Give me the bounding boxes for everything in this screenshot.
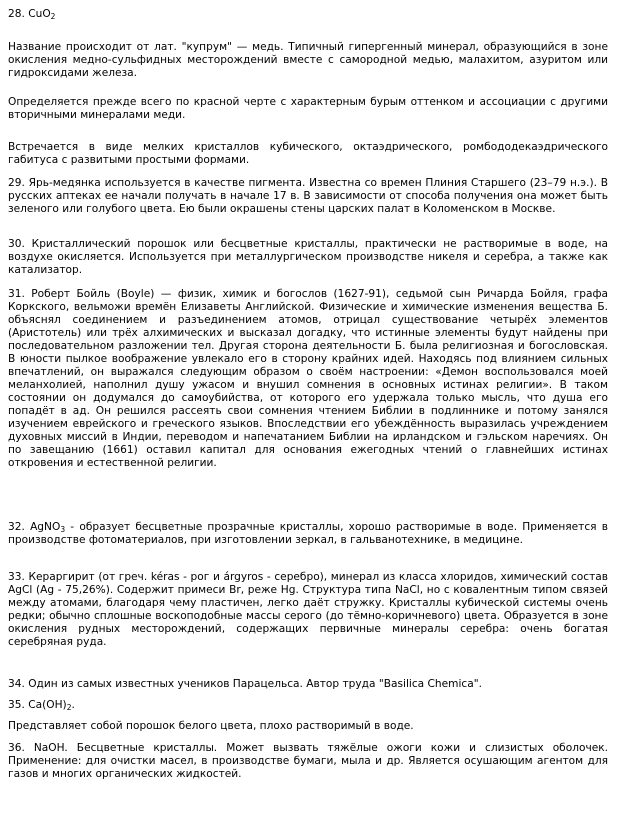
item-32-paragraph: 32. AgNO$_3$ - образует бесцветные прозрачные кристаллы, хорошо растворимые в воде. Применяется в производстве фотоматериалов, при изготовлении зеркал, в гальванотехнике, в медицине.: [8, 521, 609, 546]
item-28-identification-paragraph: Определяется прежде всего по красной черте с характерным бурым оттенком и ассоциации с другими вторичными минералами меди.: [8, 96, 608, 121]
item-34-paragraph: 34. Один из самых известных учеников Парацельса. Автор труда "Basilica Chemica".: [8, 678, 482, 690]
item-36-paragraph: 36. NaOH. Бесцветные кристаллы. Может вызвать тяжёлые ожоги кожи и слизистых оболочек. Применение: для очистки масел, в производстве бумаги, мыла и др. Является осушающим агентом для газов и многих органических жидкостей.: [8, 742, 608, 780]
item-35-formula: 35. $Ca(OH)_2$.: [8, 699, 75, 712]
item-31-paragraph: 31. Роберт Бойль (Boyle) — физик, химик и богослов (1627-91), седьмой сын Ричарда Бойля, графа Коркского, вельможи времён Елизаветы Английской. Физические и химические изменения вещества Б. объяснял соединением и разъединением атомов, отрицал существование четырёх элементов (Аристотель) или трёх алхимических и высказал догадку, что истинные элементы будут найдены при последовательном разложении тел. Другая сторона деятельности Б. была религиозная и богословская. В юности пылкое воображение увлекало его в сторону крайних идей. Находясь под влиянием сильных впечатлений, он выражался следующим образом о своём настроении: «Демон воспользовался моей меланхолией, наполнил душу ужасом и внушил сомнения в основных истинах религии». В таком состоянии он додумался до самоубийства, от которого его удержала только мысль, что душа его попадёт в ад. Он решился рассеять свои сомнения чтением Библии в подлиннике и потому занялся изучением еврейского и греческого языков. Впоследствии его убеждённость выразилась учреждением духовных миссий в Индии, переводом и напечатанием Библии на ирландском и гэльском наречиях. Он по завещанию (1661) оставил капитал для основания ежегодных чтений о главнейших истинах откровения и естественной религии.: [8, 288, 608, 469]
item-28-occurrence-paragraph: Встречается в виде мелких кристаллов кубического, октаэдрического, ромбододекаэдрического габитуса с развитыми простыми формами.: [8, 141, 608, 166]
item-33-paragraph: 33. Кераргирит (от греч. kéras - рог и árgyros - серебро), минерал из класса хлоридов, химический состав AgCl (Ag - 75,26%). Содержит примеси Br, реже Hg. Структура типа NaCl, но с ковалентным типом связей между атомами, благодаря чему пластичен, легко даёт стружку. Кристаллы кубической системы очень редки; обычно сплошные воскоподобные массы серого (до тёмно-коричневого) цвета. Образуется в зоне окисления рудных месторождений, содержащих первичные минералы серебра: очень богатая серебряная руда.: [8, 571, 608, 648]
item-28-formula: 28. CuO$_2$: [8, 8, 56, 21]
item-30-paragraph: 30. Кристаллический порошок или бесцветные кристаллы, практически не растворимые в воде, на воздухе окисляется. Используется при металлургическом производстве никеля и серебра, а также как катализатор.: [8, 238, 608, 276]
item-28-origin-paragraph: Название происходит от лат. "купрум" — медь. Типичный гипергенный минерал, образующийся в зоне окисления медно-сульфидных месторождений вместе с самородной медью, малахитом, азуритом или гидроксидами железа.: [8, 41, 608, 79]
item-29-paragraph: 29. Ярь-медянка используется в качестве пигмента. Известна со времен Плиния Старшего (23–79 н.э.). В русских аптеках ее начали получать в начале 17 в. В зависимости от способа получения она может быть зеленого или голубого цвета. Ею были окрашены стены царских палат в Коломенском в Москве.: [8, 177, 608, 215]
item-35-paragraph: Представляет собой порошок белого цвета, плохо растворимый в воде.: [8, 720, 414, 732]
